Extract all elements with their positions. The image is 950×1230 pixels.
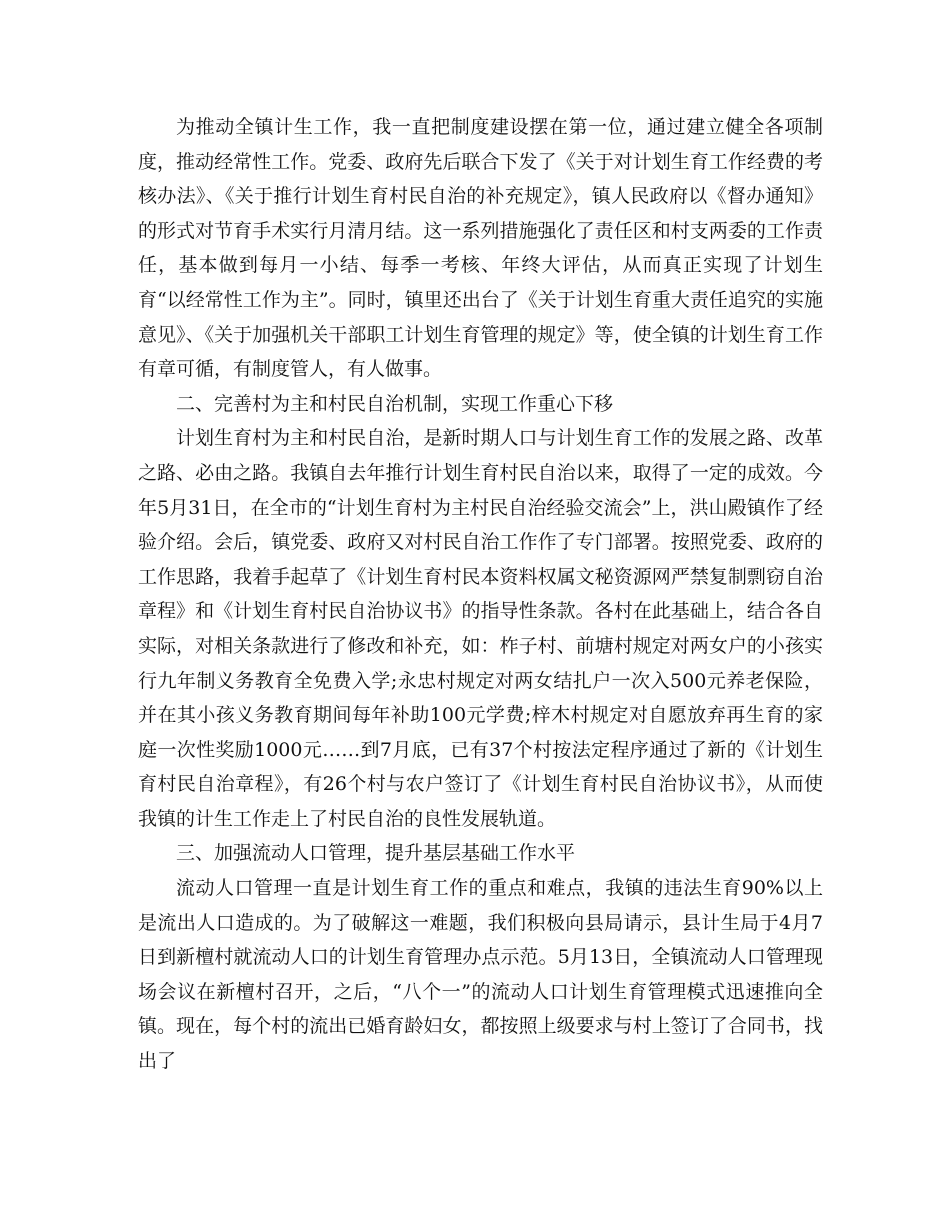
section-heading-3: 三、加强流动人口管理，提升基层基础工作水平 [176,842,576,865]
section-heading-2: 二、完善村为主和村民自治机制，实现工作重心下移 [176,392,614,415]
paragraph-village-autonomy: 计划生育村为主和村民自治，是新时期人口与计划生育工作的发展之路、改革之路、必由之路。我镇自去年推行计划生育村民自治以来，取得了一定的成效。今年5月31日，在全市的“计划生育村为主村民自治经验交流会”上，洪山殿镇作了经验介绍。会后，镇党委、政府又对村民自治工作作了专门部署。按照党委、政府的工作思路，我着手起草了《计划生育村民本资料权属文秘资源网严禁复制剽窃自治章程》和《计划生育村民自治协议书》的指导性条款。各村在此基础上，结合各自实际，对相关条款进行了修改和补充，如：柞子村、前塘村规定对两女户的小孩实行九年制义务教育全免费入学;永忠村规定对两女结扎户一次入500元养老保险，并在其小孩义务教育期间每年补助100元学费;梓木村规定对自愿放弃再生育的家庭一次性奖励1000元……到7月底，已有37个村按法定程序通过了新的《计划生育村民自治章程》，有26个村与农户签订了《计划生育村民自治协议书》，从而使我镇的计生工作走上了村民自治的良性发展轨道。 [138,427,823,830]
paragraph-system-building: 为推动全镇计生工作，我一直把制度建设摆在第一位，通过建立健全各项制度，推动经常性工作。党委、政府先后联合下发了《关于对计划生育工作经费的考核办法》、《关于推行计划生育村民自治的补充规定》，镇人民政府以《督办通知》的形式对节育手术实行月清月结。这一系列措施强化了责任区和村支两委的工作责任，基本做到每月一小结、每季一考核、年终大评估，从而真正实现了计划生育“以经常性工作为主”。同时，镇里还出台了《关于计划生育重大责任追究的实施意见》、《关于加强机关干部职工计划生育管理的规定》等，使全镇的计划生育工作有章可循，有制度管人，有人做事。 [138,116,823,381]
paragraph-floating-population: 流动人口管理一直是计划生育工作的重点和难点，我镇的违法生育90%以上是流出人口造成的。为了破解这一难题，我们积极向县局请示，县计生局于4月7日到新檀村就流动人口的计划生育管理办点示范。5月13日，全镇流动人口管理现场会议在新檀村召开，之后，“八个一”的流动人口计划生育管理模式迅速推向全镇。现在，每个村的流出已婚育龄妇女，都按照上级要求与村上签订了合同书，找出了 [138,877,823,1073]
document-body [138,110,823,1079]
